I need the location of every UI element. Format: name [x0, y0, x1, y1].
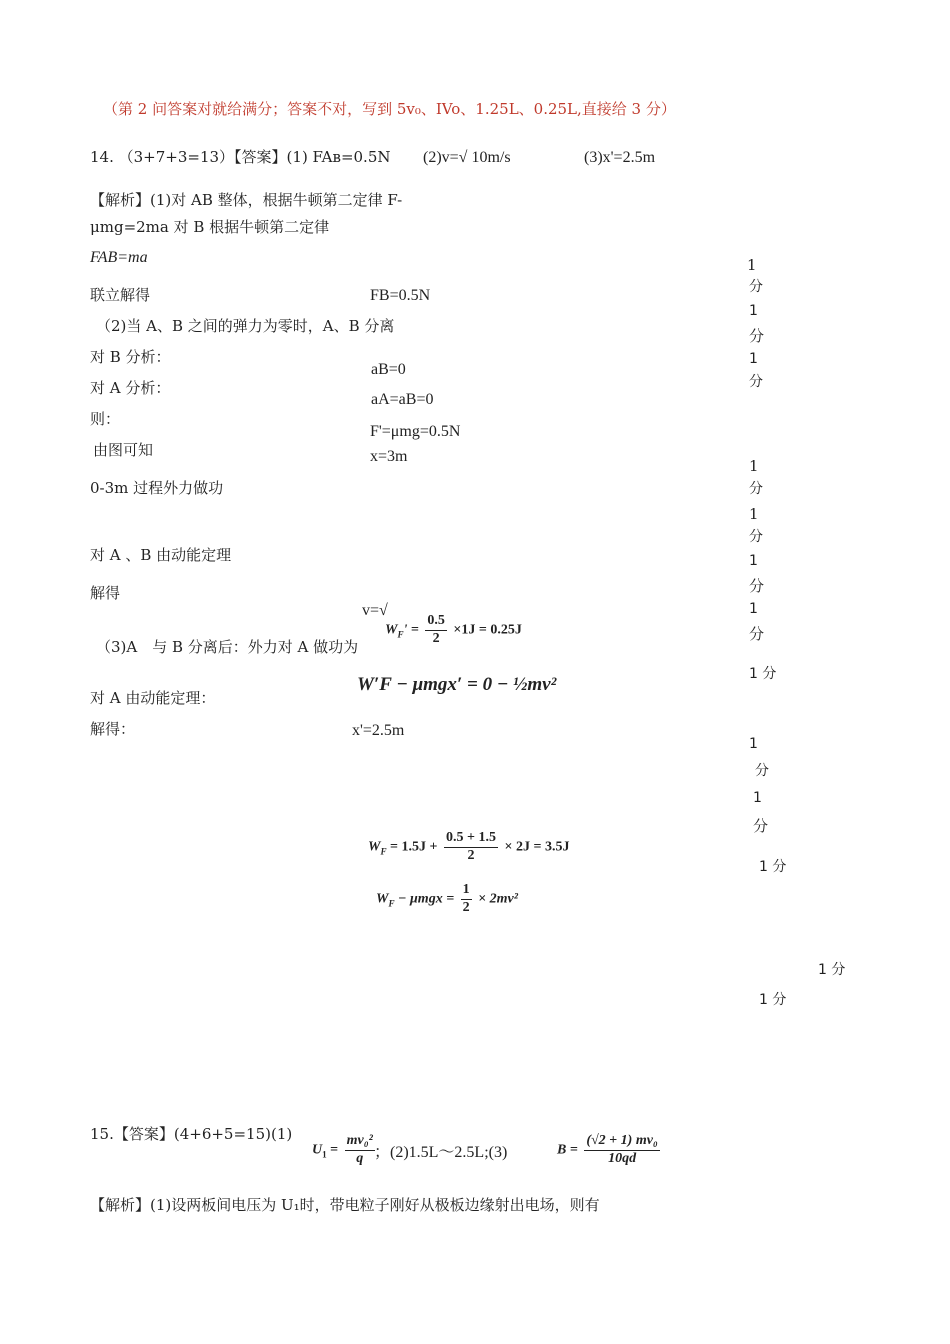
then-value: F'=μmg=0.5N	[370, 423, 461, 440]
score-1-num: 1	[747, 256, 757, 274]
then-label: 则：	[90, 410, 121, 428]
q15-answer-mid: ；(2)1.5L～2.5L;(3)	[374, 1144, 508, 1161]
joint-value: FB=0.5N	[370, 287, 431, 304]
score-1-unit: 分	[749, 279, 763, 295]
score-6-num: 1	[749, 553, 758, 569]
b-analysis-label: 对 B 分析：	[90, 348, 171, 366]
score-7-num: 1	[749, 601, 758, 617]
score-12: 1 分	[818, 962, 846, 978]
score-10-unit: 分	[753, 817, 769, 835]
score-3-unit: 分	[749, 374, 763, 390]
wf-equation: $W_F = 1.5J$ + $\frac{0.5 + 1.5}{2}$ × 2J = 3.5J	[368, 830, 570, 863]
solve-label: 解得	[90, 584, 121, 602]
solve2-label: 解得：	[90, 720, 136, 738]
score-5-unit: 分	[749, 529, 763, 545]
q14-answer-2: (2)v=√ 10m/s	[423, 149, 511, 166]
x-value: x'=2.5m	[352, 722, 405, 739]
score-11: 1 分	[759, 859, 787, 875]
q14-answer-header: 14. （3+7+3=13）【答案】(1) FAʙ=0.5N	[90, 148, 391, 166]
score-4-num: 1	[749, 457, 759, 475]
a-analysis-value: aA=aB=0	[371, 391, 434, 408]
score-10-num: 1	[753, 790, 762, 806]
score-2-unit: 分	[749, 327, 765, 345]
score-13: 1 分	[759, 992, 787, 1008]
score-2-num: 1	[749, 303, 758, 319]
ke-a-equation: W′F − μmgx′ = 0 − ½mv²	[357, 674, 557, 695]
v-value: v=√	[362, 602, 388, 619]
a-analysis-label: 对 A 分析：	[90, 379, 171, 397]
figure-label: 由图可知	[93, 441, 154, 459]
b-equation: B = $\frac{\text{(√2 + 1) mv₀}}{10qd}$	[557, 1133, 658, 1166]
score-6-unit: 分	[749, 577, 765, 595]
separation-condition: （2)当 A、B 之间的弹力为零时，A、B 分离	[96, 317, 395, 335]
ke-a-label: 对 A 由动能定理：	[90, 689, 216, 707]
score-4-unit: 分	[749, 481, 763, 497]
ke-theorem-label: 对 A 、B 由动能定理	[90, 546, 232, 564]
wf-prime-equation: $W_F'$ = $\frac{0.5}{2}$ ×1J = 0.25J	[385, 613, 522, 646]
score-7-unit: 分	[749, 625, 765, 643]
q14-answer-3: (3)x'=2.5m	[584, 149, 656, 166]
fab-equation: FAB=ma	[90, 249, 148, 266]
u1-equation: $U_1$ = $\frac{\text{mv₀²}}{q}$	[312, 1133, 373, 1166]
b-analysis-value: aB=0	[371, 361, 406, 378]
ke-equation-2: $W_F - \mu mgx$ = $\frac{1}{2}$ × 2mv²	[376, 882, 518, 915]
q15-analysis: 【解析】(1)设两板间电压为 U₁时，带电粒子刚好从极板边缘射出电场，则有	[90, 1196, 600, 1214]
q14-analysis-line1: 【解析】(1)对 AB 整体，根据牛顿第二定律 F-	[90, 191, 403, 209]
score-3-num: 1	[749, 351, 758, 367]
part3-label: （3)A 与 B 分离后：外力对 A 做功为	[96, 638, 359, 656]
q14-analysis-line2: μmg=2ma 对 B 根据牛顿第二定律	[90, 218, 330, 236]
score-8: 1 分	[749, 666, 777, 682]
grading-note: （第 2 问答案对就给满分；答案不对，写到 5v₀、IVo、1.25L、0.25L,直接给 3 分）	[103, 100, 676, 118]
figure-value: x=3m	[370, 448, 408, 465]
joint-label: 联立解得	[90, 286, 151, 304]
score-9-num: 1	[749, 736, 758, 752]
work-label: 0-3m 过程外力做功	[90, 479, 224, 497]
q15-answer-header: 15.【答案】(4+6+5=15)(1)	[90, 1125, 293, 1143]
score-9-unit: 分	[755, 763, 769, 779]
score-5-num: 1	[749, 505, 759, 523]
